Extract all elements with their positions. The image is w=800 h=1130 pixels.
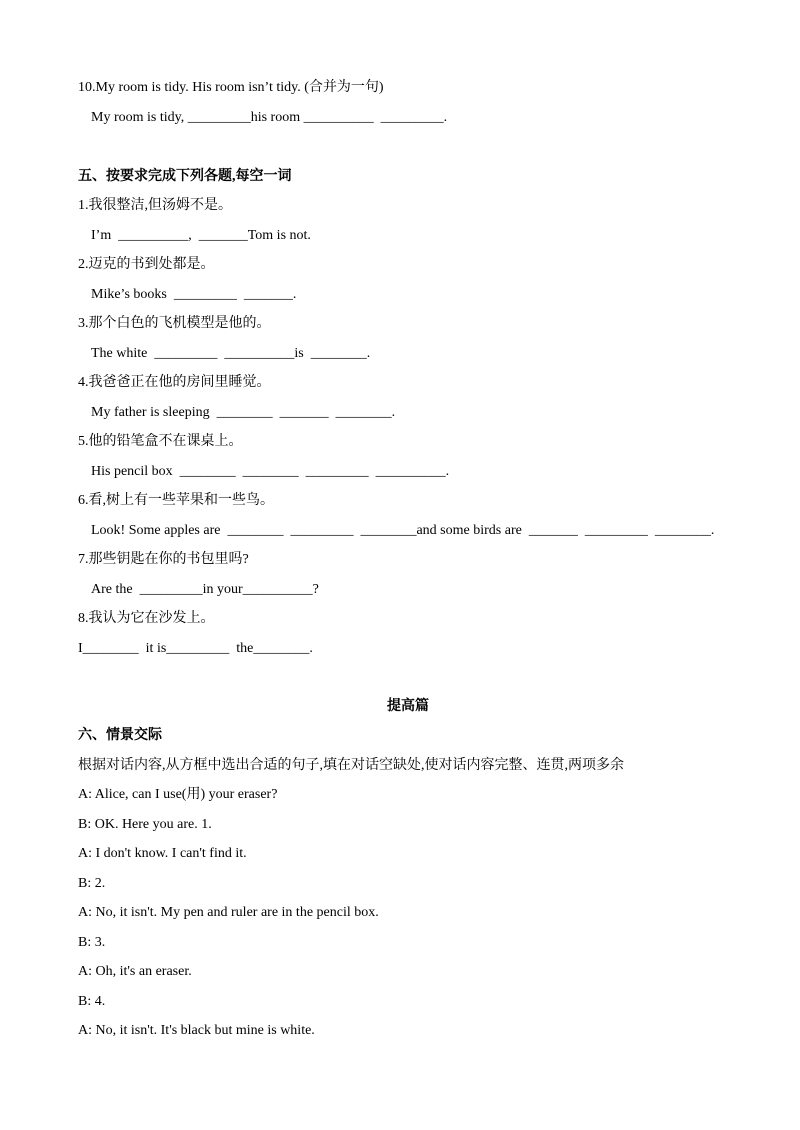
- item-7-english: Are the _________in your__________?: [91, 581, 319, 597]
- dialogue-line: B: 3.: [78, 934, 106, 950]
- dialogue-line: B: OK. Here you are. 1.: [78, 816, 212, 832]
- item-1-chinese: 1.我很整洁,但汤姆不是。: [78, 198, 232, 213]
- item-2-english: Mike’s books _________ _______.: [91, 286, 297, 302]
- question-10-answer-line: My room is tidy, _________his room __________ _________.: [91, 109, 448, 125]
- item-5-english: His pencil box ________ ________ _________ __________.: [91, 463, 450, 479]
- item-6-chinese: 6.看,树上有一些苹果和一些鸟。: [78, 493, 274, 508]
- item-8-chinese: 8.我认为它在沙发上。: [78, 611, 215, 626]
- section-6-title: 六、情景交际: [78, 728, 162, 743]
- question-10-prompt: 10.My room is tidy. His room isn’t tidy. (合并为一句): [78, 80, 384, 95]
- item-5-chinese: 5.他的铅笔盒不在课桌上。: [78, 434, 243, 449]
- item-4-chinese: 4.我爸爸正在他的房间里睡觉。: [78, 375, 271, 390]
- dialogue-line: A: I don't know. I can't find it.: [78, 846, 247, 861]
- item-4-english: My father is sleeping ________ _______ ________.: [91, 404, 396, 420]
- advanced-section-title: 提高篇: [387, 698, 429, 714]
- section-5-title: 五、按要求完成下列各题,每空一词: [78, 168, 292, 184]
- dialogue-line: A: No, it isn't. My pen and ruler are in the pencil box.: [78, 905, 379, 920]
- section-6-instruction: 根据对话内容,从方框中选出合适的句子,填在对话空缺处,使对话内容完整、连贯,两项多余: [78, 757, 624, 773]
- dialogue-line: A: Alice, can I use(用) your eraser?: [78, 787, 278, 802]
- item-8-english: I________ it is_________ the________.: [78, 640, 313, 656]
- item-3-chinese: 3.那个白色的飞机模型是他的。: [78, 316, 271, 331]
- item-1-english: I’m __________, _______Tom is not.: [91, 227, 311, 243]
- item-3-english: The white _________ __________is ________.: [91, 345, 371, 361]
- dialogue-line: A: Oh, it's an eraser.: [78, 964, 192, 979]
- dialogue-line: B: 4.: [78, 993, 106, 1009]
- item-7-chinese: 7.那些钥匙在你的书包里吗?: [78, 552, 249, 567]
- dialogue-line: B: 2.: [78, 875, 106, 891]
- dialogue-line: A: No, it isn't. It's black but mine is white.: [78, 1023, 315, 1038]
- item-6-english: Look! Some apples are ________ _________ ________and some birds are _______ _________ ________.: [91, 522, 715, 538]
- item-2-chinese: 2.迈克的书到处都是。: [78, 257, 215, 272]
